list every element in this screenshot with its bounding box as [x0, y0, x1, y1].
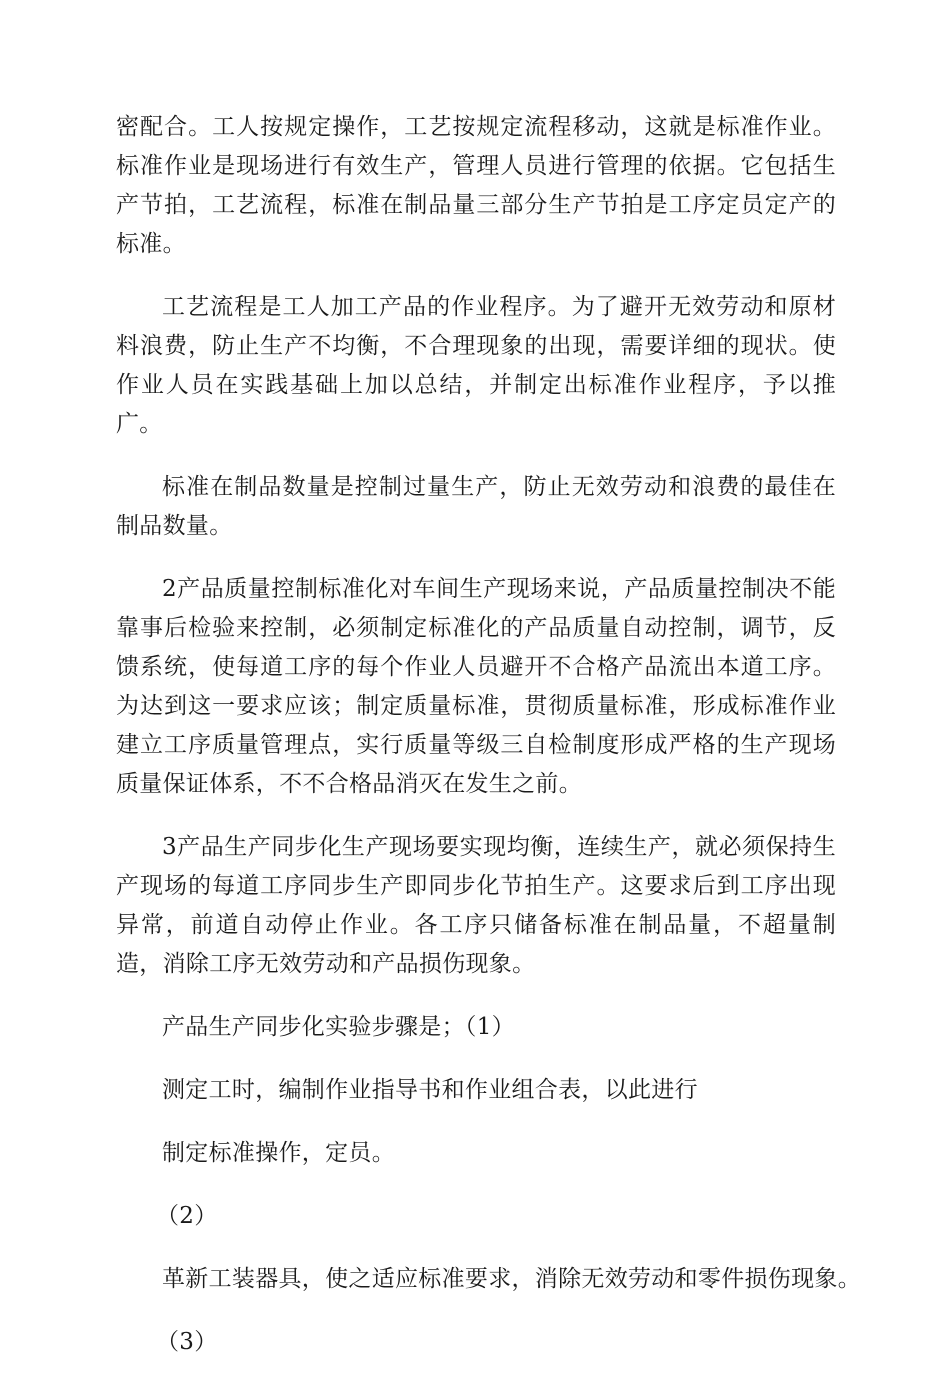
paragraph-1: 密配合。工人按规定操作，工艺按规定流程移动，这就是标准作业。标准作业是现场进行有效生产，管理人员进行管理的依据。它包括生产节拍，工艺流程，标准在制品量三部分生产节拍是工序定员定产的标准。	[116, 114, 836, 257]
step-1-text-line: 测定工时，编制作业指导书和作业组合表，以此进行	[162, 1077, 698, 1103]
step-3-number: （3）	[156, 1329, 218, 1355]
step-2-number: （2）	[156, 1203, 218, 1229]
step-1-text-continued: 制定标准操作，定员。	[162, 1140, 395, 1166]
step-2-text-line: 革新工装器具，使之适应标准要求，消除无效劳动和零件损伤现象。	[162, 1266, 861, 1292]
document-body	[116, 108, 861, 1386]
paragraph-2: 工艺流程是工人加工产品的作业程序。为了避开无效劳动和原材料浪费，防止生产不均衡，不合理现象的出现，需要详细的现状。使作业人员在实践基础上加以总结，并制定出标准作业程序，予以推广。	[116, 294, 836, 437]
paragraph-4: 2产品质量控制标准化对车间生产现场来说，产品质量控制决不能靠事后检验来控制，必须制定标准化的产品质量自动控制，调节，反馈系统，使每道工序的每个作业人员避开不合格产品流出本道工序。为达到这一要求应该；制定质量标准，贯彻质量标准，形成标准作业建立工序质量管理点，实行质量等级三自检制度形成严格的生产现场质量保证体系，不不合格品消灭在发生之前。	[116, 576, 836, 797]
paragraph-3: 标准在制品数量是控制过量生产，防止无效劳动和浪费的最佳在制品数量。	[116, 474, 836, 539]
steps-intro-line: 产品生产同步化实验步骤是；（1）	[162, 1014, 515, 1040]
paragraph-5: 3产品生产同步化生产现场要实现均衡，连续生产，就必须保持生产现场的每道工序同步生产即同步化节拍生产。这要求后到工序出现异常，前道自动停止作业。各工序只储备标准在制品量，不超量制造，消除工序无效劳动和产品损伤现象。	[116, 834, 836, 977]
